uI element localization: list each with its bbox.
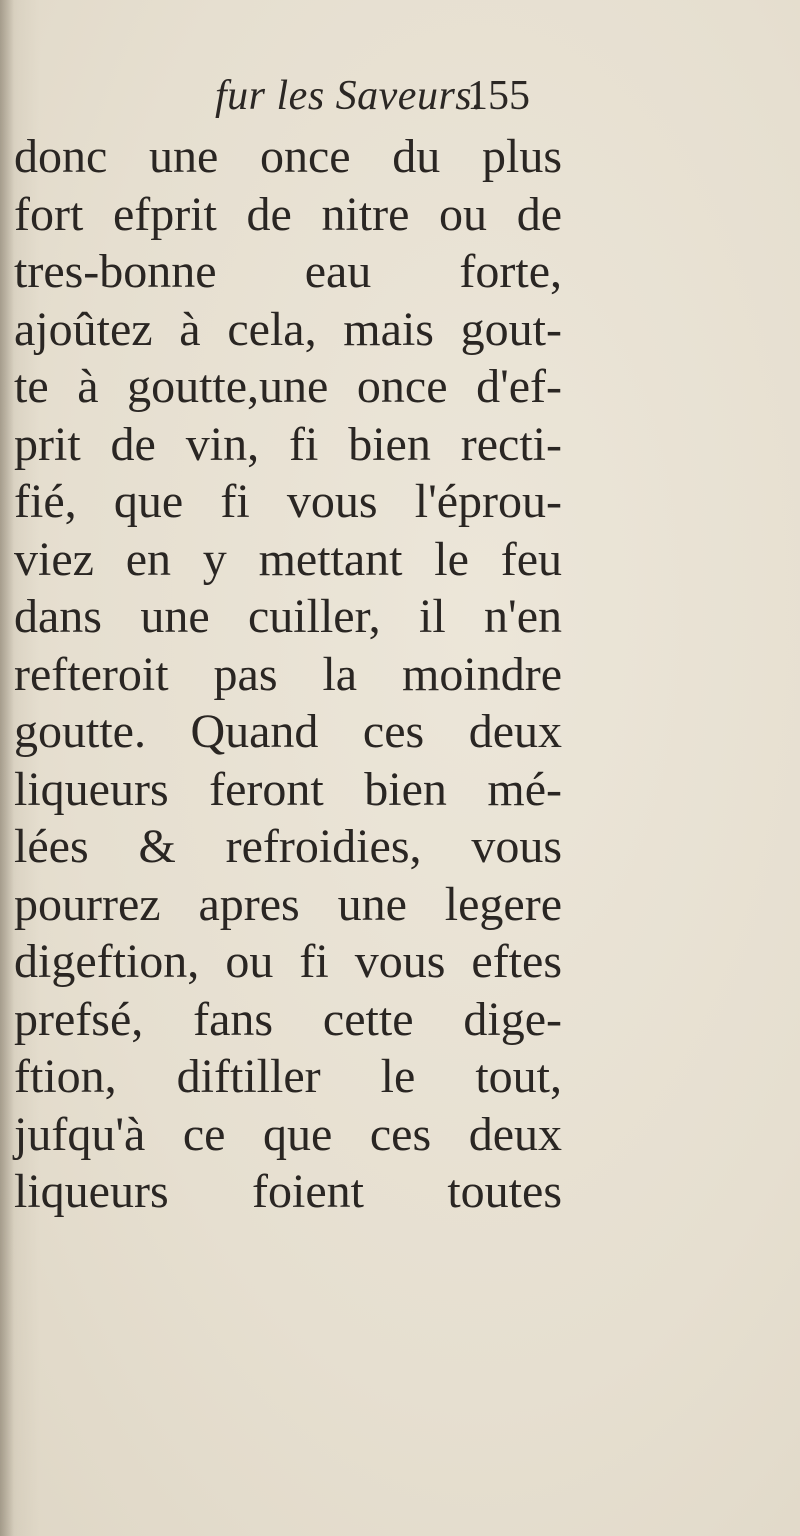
text-line: fort efprit de nitre ou de xyxy=(14,187,562,241)
text-line: donc une once du plus xyxy=(14,130,562,183)
text-line: lées & refroidies, vous xyxy=(14,820,562,873)
page-gutter-shadow xyxy=(0,0,14,1536)
text-line: digeftion, ou fi vous eftes xyxy=(14,935,562,988)
text-line: pourrez apres une legere xyxy=(14,877,562,931)
text-line: goutte. Quand ces deux xyxy=(14,705,562,758)
text-line: fié, que fi vous l'éprou- xyxy=(14,475,562,528)
text-line: liqueurs feront bien mé- xyxy=(14,762,562,816)
running-head: fur les Saveurs. xyxy=(215,73,484,119)
body-text xyxy=(14,128,794,1221)
text-line: ftion, diftiller le tout, xyxy=(14,1050,562,1103)
text-line: ajoûtez à cela, mais gout- xyxy=(14,302,562,356)
text-line: dans une cuiller, il n'en xyxy=(14,590,562,643)
text-line: refteroit pas la moindre xyxy=(14,647,562,701)
text-line: te à goutte,une once d'ef- xyxy=(14,360,562,413)
text-line: viez en y mettant le feu xyxy=(14,532,562,586)
text-line: tres-bonne eau forte, xyxy=(14,245,562,298)
page-number: 155 xyxy=(467,73,530,119)
page-header xyxy=(0,66,800,126)
text-line: prefsé, fans cette dige- xyxy=(14,992,562,1046)
text-line: prit de vin, fi bien recti- xyxy=(14,417,562,471)
text-line: jufqu'à ce que ces deux xyxy=(14,1107,562,1161)
text-line: liqueurs foient toutes xyxy=(14,1165,562,1218)
